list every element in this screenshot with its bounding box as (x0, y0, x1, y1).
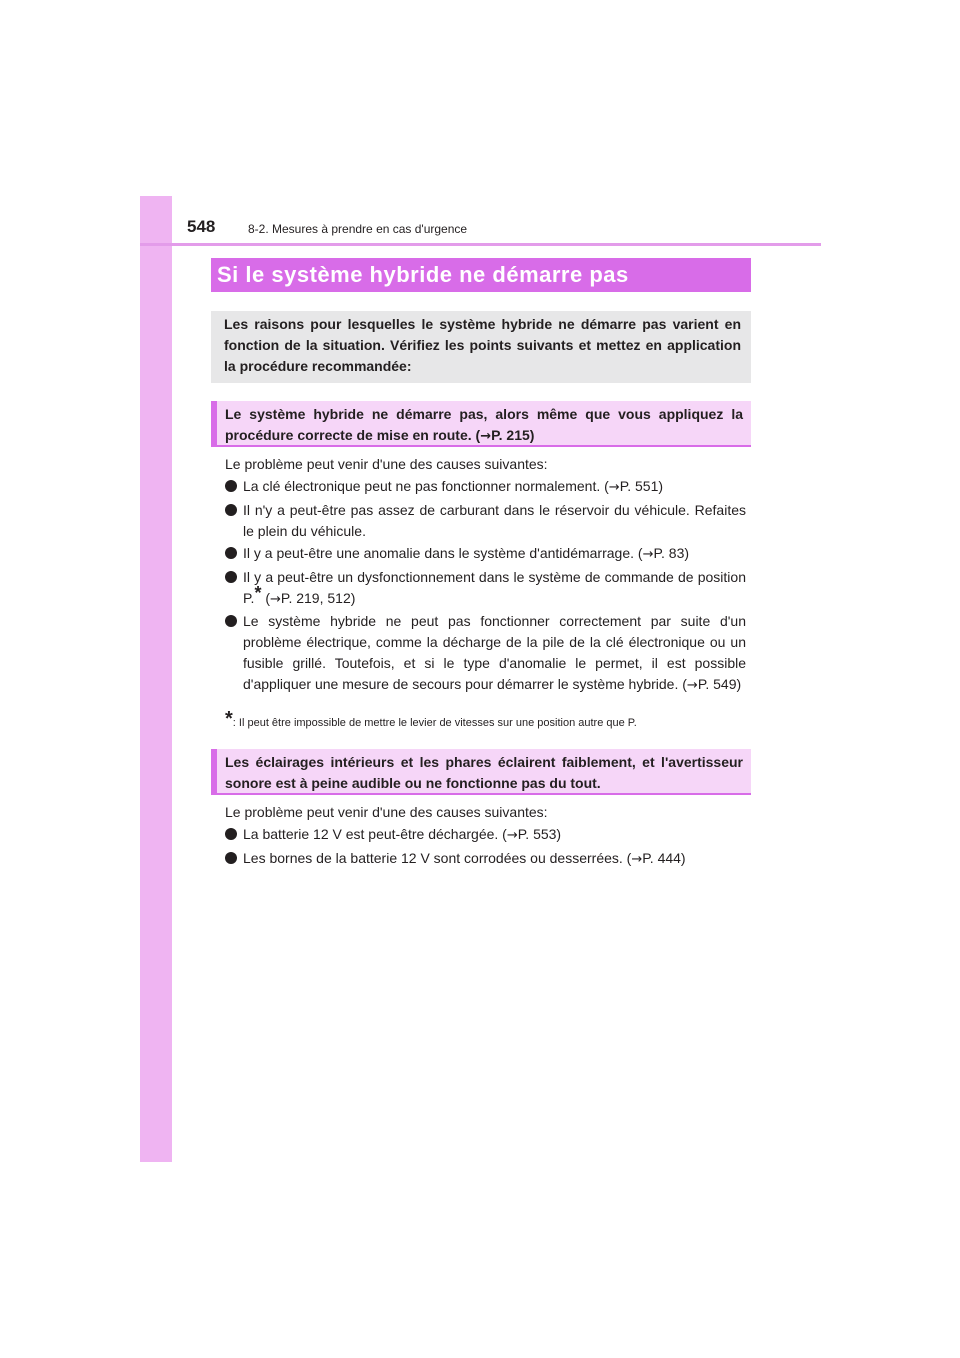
bullet-icon (225, 504, 237, 516)
section1-list (225, 476, 746, 698)
list-item: Il y a peut-être une anomalie dans le système d'antidémarrage. (→P. 83) (225, 543, 746, 565)
arrow-icon: → (480, 429, 492, 444)
section-breadcrumb: 8-2. Mesures à prendre en cas d'urgence (248, 222, 468, 236)
intro-text: Les raisons pour lesquelles le système hybride ne démarre pas varient en fonction de la situation. Vérifiez les points suivants et mettez en application la procédure recommandée: (224, 316, 741, 374)
footnote-marker: * (225, 708, 233, 730)
section1-lead: Le problème peut venir d'une des causes suivantes: (225, 456, 548, 472)
arrow-icon: → (642, 547, 654, 562)
bullet-icon (225, 615, 237, 627)
page-ref-link[interactable]: P. 549) (697, 676, 742, 692)
section2-heading (211, 749, 751, 795)
section2-heading-text: Les éclairages intérieurs et les phares éclairent faiblement, et l'avertisseur sonore est à peine audible ou ne fonctionne pas du tout. (225, 754, 743, 791)
intro-box (211, 311, 751, 383)
section1-heading (211, 401, 751, 447)
page-ref-link[interactable]: P. 83) (653, 545, 690, 561)
arrow-icon: → (686, 678, 698, 693)
list-item: Il y a peut-être un dysfonctionnement dans le système de commande de position P.* (→P. 219, 512) (225, 567, 746, 610)
footnote-text: : Il peut être impossible de mettre le levier de vitesses sur une position autre que P. (232, 717, 637, 729)
section1-heading-ref[interactable]: P. 215) (491, 427, 535, 443)
section2-list (225, 824, 746, 871)
page-ref-link[interactable]: P. 444) (642, 849, 686, 866)
chapter-sidebar-tab (140, 196, 172, 1162)
list-item: Il n'y a peut-être pas assez de carburant dans le réservoir du véhicule. Refaites le plein du véhicule. (225, 500, 746, 542)
section1-heading-text: Le système hybride ne démarre pas, alors même que vous appliquez la procédure correcte de mise en route. ( (225, 406, 743, 443)
page-ref-link[interactable]: P. 551) (619, 478, 664, 494)
header-divider (140, 243, 821, 246)
bullet-icon (225, 480, 237, 492)
arrow-icon: → (608, 480, 620, 495)
page-ref-link[interactable]: P. 553) (517, 826, 562, 842)
list-item: Les bornes de la batterie 12 V sont corrodées ou desserrées. (→P. 444) (225, 848, 746, 870)
list-item: La batterie 12 V est peut-être déchargée. (→P. 553) (225, 824, 746, 846)
page-ref-link[interactable]: P. 219, 512) (280, 589, 356, 606)
arrow-icon: → (506, 828, 518, 843)
page-number: 548 (187, 217, 216, 236)
bullet-icon (225, 547, 237, 559)
footnote (225, 708, 637, 730)
list-item: Le système hybride ne peut pas fonctionner correctement par suite d'un problème électrique, comme la décharge de la pile de la clé électronique ou un fusible grillé. Toutefois, et si le type d'anomalie le permet, il est possible d'appliquer une mesure de secours pour démarrer le système hybride. (→P. 549) (225, 611, 746, 696)
page-title: Si le système hybride ne démarre pas (211, 258, 751, 292)
bullet-icon (225, 571, 237, 583)
bullet-icon (225, 852, 237, 864)
list-item: La clé électronique peut ne pas fonctionner normalement. (→P. 551) (225, 476, 746, 498)
footnote-marker: * (254, 582, 262, 603)
bullet-icon (225, 828, 237, 840)
arrow-icon: → (270, 591, 281, 607)
arrow-icon: → (631, 851, 643, 867)
section2-lead: Le problème peut venir d'une des causes suivantes: (225, 804, 548, 820)
